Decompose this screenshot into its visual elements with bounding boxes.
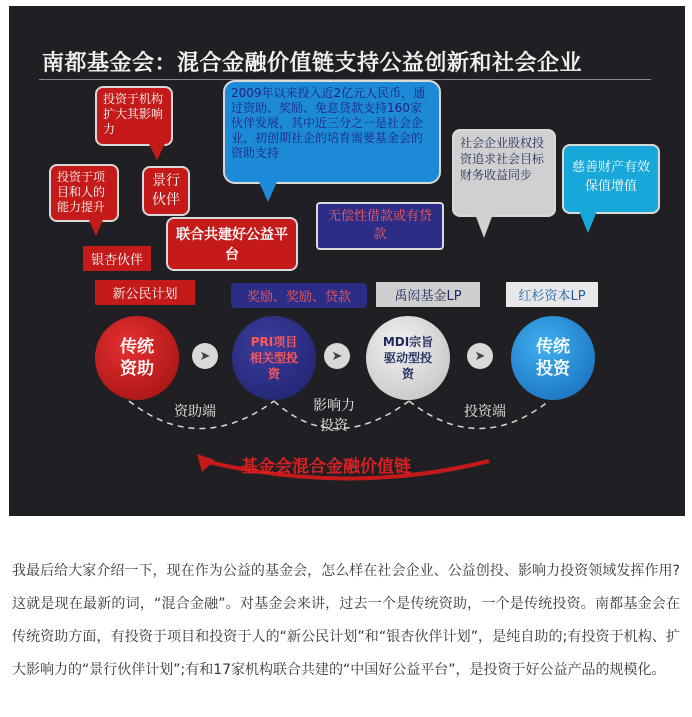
segment-grant-end: 资助端	[174, 404, 216, 420]
chevron-right-icon: ➤	[324, 343, 350, 369]
callout-invest-org: 投资于机构扩大其影响力	[95, 86, 173, 146]
segment-impact-invest: 影响力投资	[313, 398, 355, 434]
dashed-arcs	[9, 6, 685, 516]
callout-since-2009: 2009年以来投入近2亿元人民币，通过资助、奖励、免息贷款支持160家伙伴发展，其中近三分之一是社会企业，初创期社企的培育需要基金会的资助支持	[223, 80, 441, 184]
callout-invest-project: 投资于项目和人的能力提升	[49, 164, 119, 222]
label-hongshan-lp: 红杉资本LP	[506, 282, 598, 307]
label-xingongmin: 新公民计划	[95, 280, 195, 305]
circle-traditional-invest: 传统投资	[511, 316, 595, 400]
value-chain-label: 基金会混合金融价值链	[241, 457, 411, 477]
callout-lianhe: 联合共建好公益平台	[166, 217, 298, 271]
segment-invest-end: 投资端	[464, 404, 506, 420]
chevron-right-icon: ➤	[192, 343, 218, 369]
callout-wuxi-loan: 无偿性借款或有贷款	[316, 202, 444, 250]
label-yinxing: 银杏伙伴	[83, 246, 151, 271]
label-jiangli: 奖励、奖励、贷款	[231, 283, 367, 308]
slide-title: 南都基金会：混合金融价值链支持公益创新和社会企业	[42, 51, 583, 76]
circle-mdi: MDI宗旨驱动型投资	[366, 316, 450, 400]
chevron-left-icon: ➤	[467, 343, 493, 369]
callout-social-equity: 社会企业股权投资追求社会目标财务收益同步	[452, 129, 556, 217]
callout-cishan: 慈善财产有效保值增值	[562, 144, 660, 214]
label-yumin-lp: 禹闳基金LP	[376, 282, 480, 307]
slide-image	[9, 6, 685, 516]
circle-pri: PRI项目相关型投资	[232, 316, 316, 400]
callout-jingxing: 景行伙伴	[142, 166, 190, 216]
article-paragraph: 我最后给大家介绍一下，现在作为公益的基金会，怎么样在社会企业、公益创投、影响力投资领域发挥作用?这就是现在最新的词，“混合金融”。对基金会来讲，过去一个是传统资助，一个是传统投资。南都基金会在传统资助方面，有投资于项目和投资于人的“新公民计划”和“银杏伙伴计划”，是纯自助的;有投资于机构、扩大影响力的“景行伙伴计划”;有和17家机构联合共建的“中国好公益平台”，是投资于好公益产品的规模化。	[12, 563, 680, 678]
circle-traditional-grant: 传统资助	[95, 316, 179, 400]
